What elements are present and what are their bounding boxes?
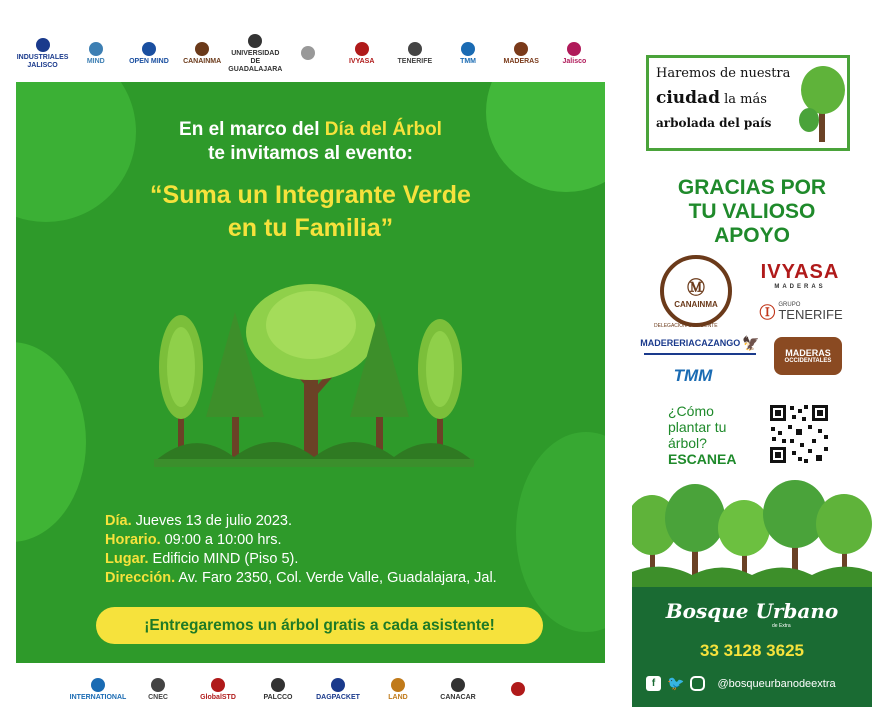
decorative-leaf xyxy=(16,342,86,542)
logo-madereria-cazango: MADERERIACAZANGO 🦅 xyxy=(644,333,756,355)
logo-industriales-jalisco: INDUSTRIALES JALISCO xyxy=(18,34,67,74)
logo-somos-jalisco: Jalisco xyxy=(550,34,599,74)
tenerife-mark-icon: Ⓘ xyxy=(759,304,776,322)
logo-globalstd: GlobalSTD xyxy=(190,670,246,710)
tree-icon xyxy=(246,284,376,457)
forest-illustration xyxy=(632,480,872,590)
logo-maderas-occidentales: MADERAS xyxy=(497,34,546,74)
logo-dagpacket-icon xyxy=(331,678,345,692)
logo-globalstd-icon xyxy=(211,678,225,692)
logo-international-enviro-icon xyxy=(91,678,105,692)
logo-land: LAND xyxy=(370,670,426,710)
logo-generic-sponsor-icon xyxy=(301,46,315,60)
qr-instructions: ¿Cómo plantar tu árbol? ESCANEA xyxy=(668,403,737,467)
logo-international-enviro: INTERNATIONAL xyxy=(70,670,126,710)
logo-open-mind-icon xyxy=(142,42,156,56)
bird-icon: 🦅 xyxy=(742,334,760,351)
logo-generic-sponsor xyxy=(284,34,333,74)
logo-industriales-jalisco-icon xyxy=(36,38,50,52)
brand-footer xyxy=(632,587,872,707)
logo-tmm: TMM xyxy=(443,34,492,74)
tree-icon xyxy=(799,62,847,142)
banner-line1: Haremos de nuestra xyxy=(656,66,791,81)
title-line1: “Suma un Integrante Verde xyxy=(150,181,471,209)
logo-canacar: CANACAR xyxy=(430,670,486,710)
event-poster xyxy=(16,82,605,663)
detail-place: Lugar. Edificio MIND (Piso 5). xyxy=(105,551,299,567)
qr-code[interactable] xyxy=(768,403,830,465)
brand-sub: de Extra xyxy=(772,623,791,629)
canainma-sub: DELEGACIÓN OCCIDENTE xyxy=(654,323,718,329)
detail-address: Dirección. Av. Faro 2350, Col. Verde Valle, Guadalajara, Jal. xyxy=(105,570,497,586)
logo-open-mind: OPEN MIND xyxy=(124,34,173,74)
social-links xyxy=(646,675,866,692)
facebook-icon[interactable]: f xyxy=(646,676,661,691)
sidebar-ad xyxy=(632,35,872,707)
logo-tmm: TMM xyxy=(673,366,713,385)
logo-palcco-icon xyxy=(271,678,285,692)
top-sponsor-strip xyxy=(18,34,603,74)
trees-illustration xyxy=(154,277,474,477)
logo-canainma-icon xyxy=(195,42,209,56)
logo-maderas-occidentales: MADERAS OCCIDENTALES xyxy=(774,337,842,375)
logo-maderas-occidentales-icon xyxy=(514,42,528,56)
logo-cnec-icon xyxy=(151,678,165,692)
instagram-icon[interactable] xyxy=(690,676,705,691)
intro-line1-pre: En el marco del xyxy=(179,119,325,140)
brand-name: Bosque Urbano xyxy=(665,599,839,623)
detail-time: Horario. 09:00 a 10:00 hrs. xyxy=(105,532,282,548)
title-line2: en tu Familia” xyxy=(227,214,394,242)
thanks-heading: GRACIAS POR TU VALIOSO APOYO xyxy=(677,176,827,247)
logo-dagpacket: DAGPACKET xyxy=(310,670,366,710)
free-tree-banner: ¡Entregaremos un árbol gratis a cada asistente! xyxy=(96,607,543,644)
bottom-sponsor-strip xyxy=(70,670,550,710)
logo-grupo-tenerife: Ⓘ GRUPO TENERIFE xyxy=(759,301,843,322)
tree-icon xyxy=(418,319,462,457)
banner-line2: ciudad la más xyxy=(656,88,767,108)
logo-iyasa-icon xyxy=(355,42,369,56)
logo-iyasa: IVYASA MADERAS xyxy=(760,260,840,290)
logo-mind-icon xyxy=(89,42,103,56)
intro-line1-highlight: Día del Árbol xyxy=(324,119,442,140)
logo-mind: MIND xyxy=(71,34,120,74)
logo-universidad-de-guadalajara-icon xyxy=(248,34,262,48)
phone-number: 33 3128 3625 xyxy=(700,641,804,660)
logo-universidad-de-guadalajara: UNIVERSIDAD DE GUADALAJARA xyxy=(231,34,280,74)
logo-canainma: CANAINMA xyxy=(178,34,227,74)
tree-icon xyxy=(159,315,203,457)
logo-somos-jalisco-icon xyxy=(567,42,581,56)
logo-canacar-icon xyxy=(451,678,465,692)
detail-day: Día. Jueves 13 de julio 2023. xyxy=(105,513,293,529)
logo-tmm-icon xyxy=(461,42,475,56)
logo-canainma: Ⓜ CANAINMA xyxy=(660,255,732,327)
event-title xyxy=(16,179,605,245)
canainma-mark-icon: Ⓜ xyxy=(687,277,705,298)
logo-iyasa: IVYASA xyxy=(337,34,386,74)
logo-grupo-tenerife-icon xyxy=(408,42,422,56)
logo-seal-icon xyxy=(511,682,525,696)
social-handle[interactable]: @bosqueurbanodeextra xyxy=(717,677,836,690)
intro-line2: te invitamos al evento: xyxy=(208,143,413,164)
slogan-banner xyxy=(646,55,850,151)
logo-land-icon xyxy=(391,678,405,692)
event-intro xyxy=(16,118,605,166)
logo-grupo-tenerife: TENERIFE xyxy=(390,34,439,74)
twitter-icon[interactable]: 🐦 xyxy=(667,675,685,691)
logo-cnec: CNEC xyxy=(130,670,186,710)
logo-palcco: PALCCO xyxy=(250,670,306,710)
logo-seal xyxy=(490,670,546,710)
event-details xyxy=(105,512,585,588)
banner-line3: arbolada del país xyxy=(656,116,772,130)
